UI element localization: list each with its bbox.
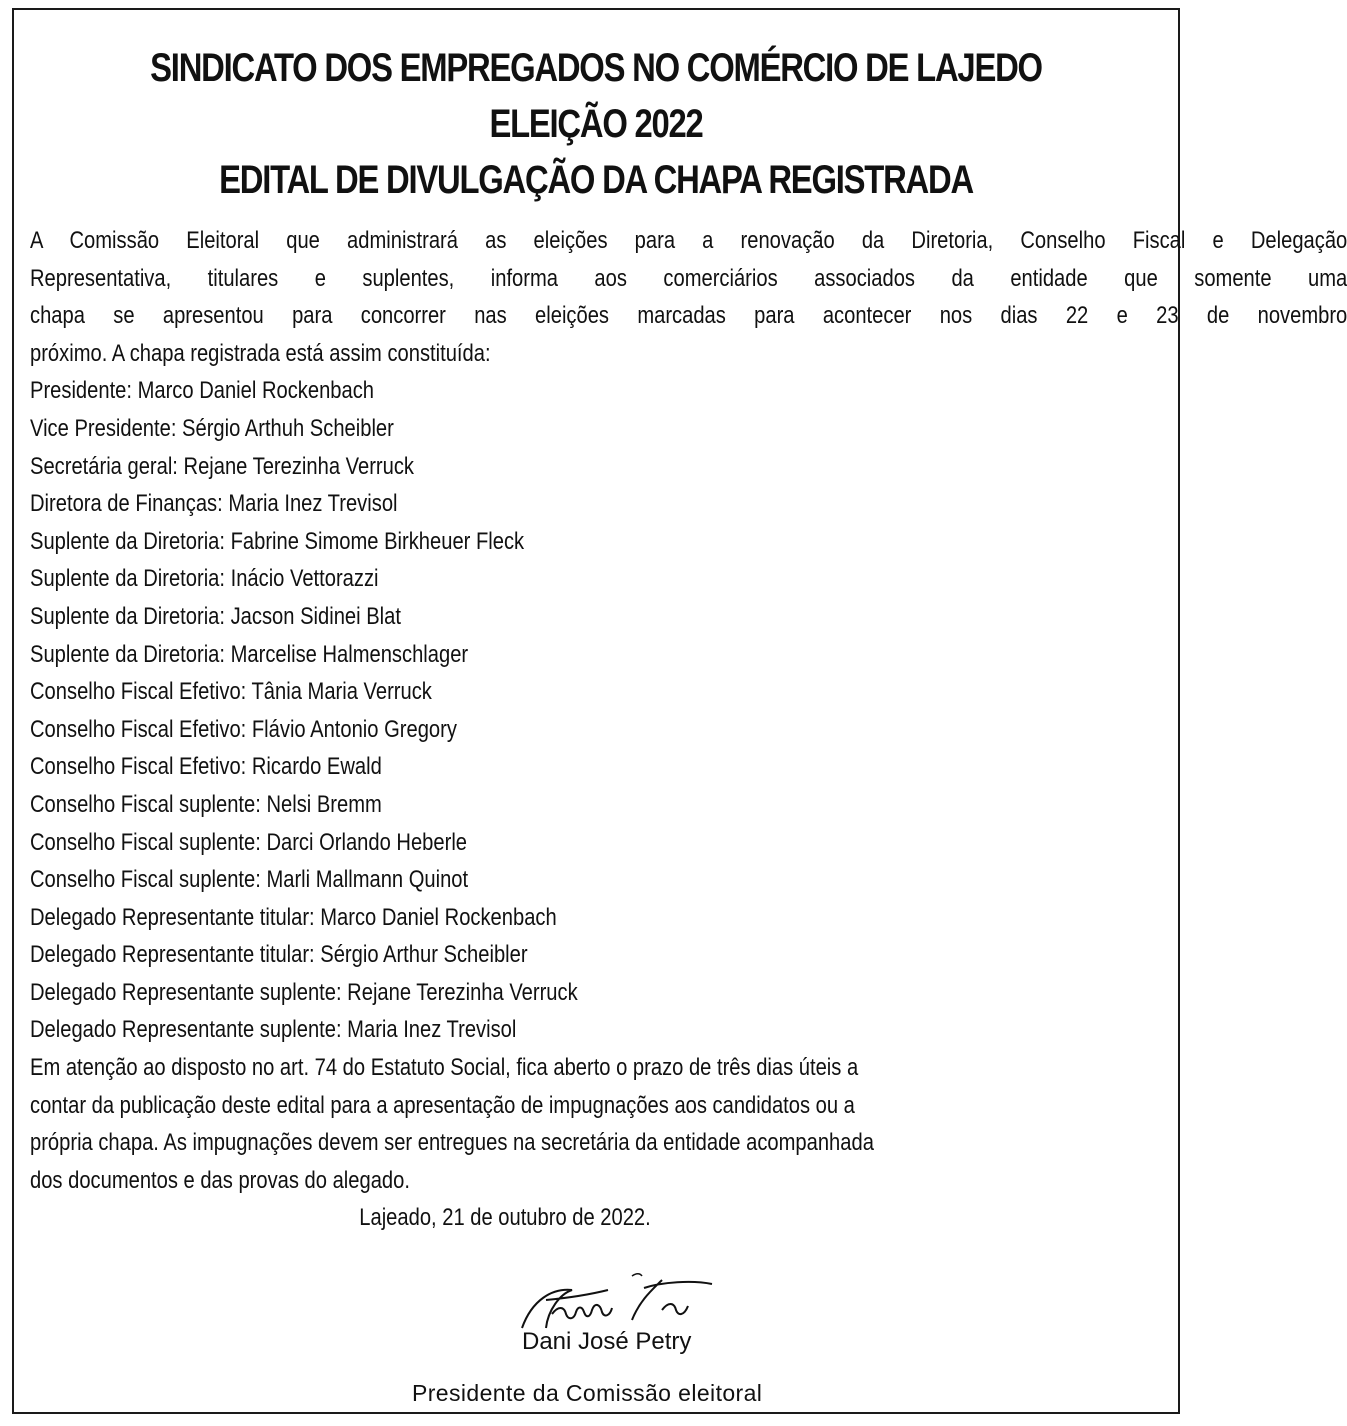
member-line: Conselho Fiscal suplente: Darci Orlando Heberle bbox=[30, 828, 468, 856]
notice-frame bbox=[12, 8, 1347, 1414]
closing-line: dos documentos e das provas do alegado. bbox=[30, 1166, 410, 1194]
closing-line: Em atenção ao disposto no art. 74 do Estatuto Social, fica aberto o prazo de três dias úteis a bbox=[30, 1054, 859, 1082]
member-line: Conselho Fiscal suplente: Nelsi Bremm bbox=[30, 790, 382, 818]
member-line: Secretária geral: Rejane Terezinha Verruck bbox=[30, 452, 414, 480]
intro-line: Representativa, titulares e suplentes, informa aos comerciários associados da entidade que somente uma bbox=[30, 264, 1347, 292]
member-line: Suplente da Diretoria: Inácio Vettorazzi bbox=[30, 565, 379, 593]
member-line: Conselho Fiscal Efetivo: Flávio Antonio Gregory bbox=[30, 715, 457, 743]
place-date: Lajeado, 21 de outubro de 2022. bbox=[359, 1204, 651, 1232]
intro-line: próximo. A chapa registrada está assim constituída: bbox=[30, 339, 491, 367]
signatory-name: Dani José Petry bbox=[522, 1328, 692, 1355]
member-line: Conselho Fiscal Efetivo: Tânia Maria Verruck bbox=[30, 678, 432, 706]
election-title: ELEIÇÃO 2022 bbox=[489, 102, 703, 146]
member-line: Delegado Representante suplente: Maria Inez Trevisol bbox=[30, 1016, 517, 1044]
member-line: Suplente da Diretoria: Jacson Sidinei Blat bbox=[30, 602, 401, 630]
member-line: Suplente da Diretoria: Marcelise Halmenschlager bbox=[30, 640, 469, 668]
closing-line: própria chapa. As impugnações devem ser entregues na secretária da entidade acompanhada bbox=[30, 1129, 874, 1157]
intro-line: A Comissão Eleitoral que administrará as eleições para a renovação da Diretoria, Conselho Fiscal e Delegação bbox=[30, 227, 1347, 254]
member-line: Vice Presidente: Sérgio Arthuh Scheibler bbox=[30, 414, 394, 442]
notice-body bbox=[30, 222, 1347, 1237]
member-line: Conselho Fiscal suplente: Marli Mallmann Quinot bbox=[30, 866, 469, 894]
member-line: Suplente da Diretoria: Fabrine Simome Birkheuer Fleck bbox=[30, 527, 525, 555]
intro-line: chapa se apresentou para concorrer nas eleições marcadas para acontecer nos dias 22 e 23 de novembro bbox=[30, 302, 1347, 330]
notice-title: EDITAL DE DIVULGAÇÃO DA CHAPA REGISTRADA bbox=[219, 158, 973, 202]
signature-block bbox=[394, 1260, 854, 1420]
member-line: Delegado Representante suplente: Rejane Terezinha Verruck bbox=[30, 978, 578, 1006]
member-line: Presidente: Marco Daniel Rockenbach bbox=[30, 377, 375, 405]
closing-line: contar da publicação deste edital para a apresentação de impugnações aos candidatos ou a bbox=[30, 1091, 855, 1119]
member-line: Delegado Representante titular: Marco Daniel Rockenbach bbox=[30, 903, 557, 931]
member-line: Delegado Representante titular: Sérgio Arthur Scheibler bbox=[30, 941, 528, 969]
union-title: SINDICATO DOS EMPREGADOS NO COMÉRCIO DE LAJEDO bbox=[150, 46, 1042, 90]
member-line: Conselho Fiscal Efetivo: Ricardo Ewald bbox=[30, 753, 382, 781]
member-line: Diretora de Finanças: Maria Inez Trevisol bbox=[30, 490, 398, 518]
signatory-role: Presidente da Comissão eleitoral bbox=[412, 1380, 763, 1406]
notice-header bbox=[14, 40, 1178, 208]
